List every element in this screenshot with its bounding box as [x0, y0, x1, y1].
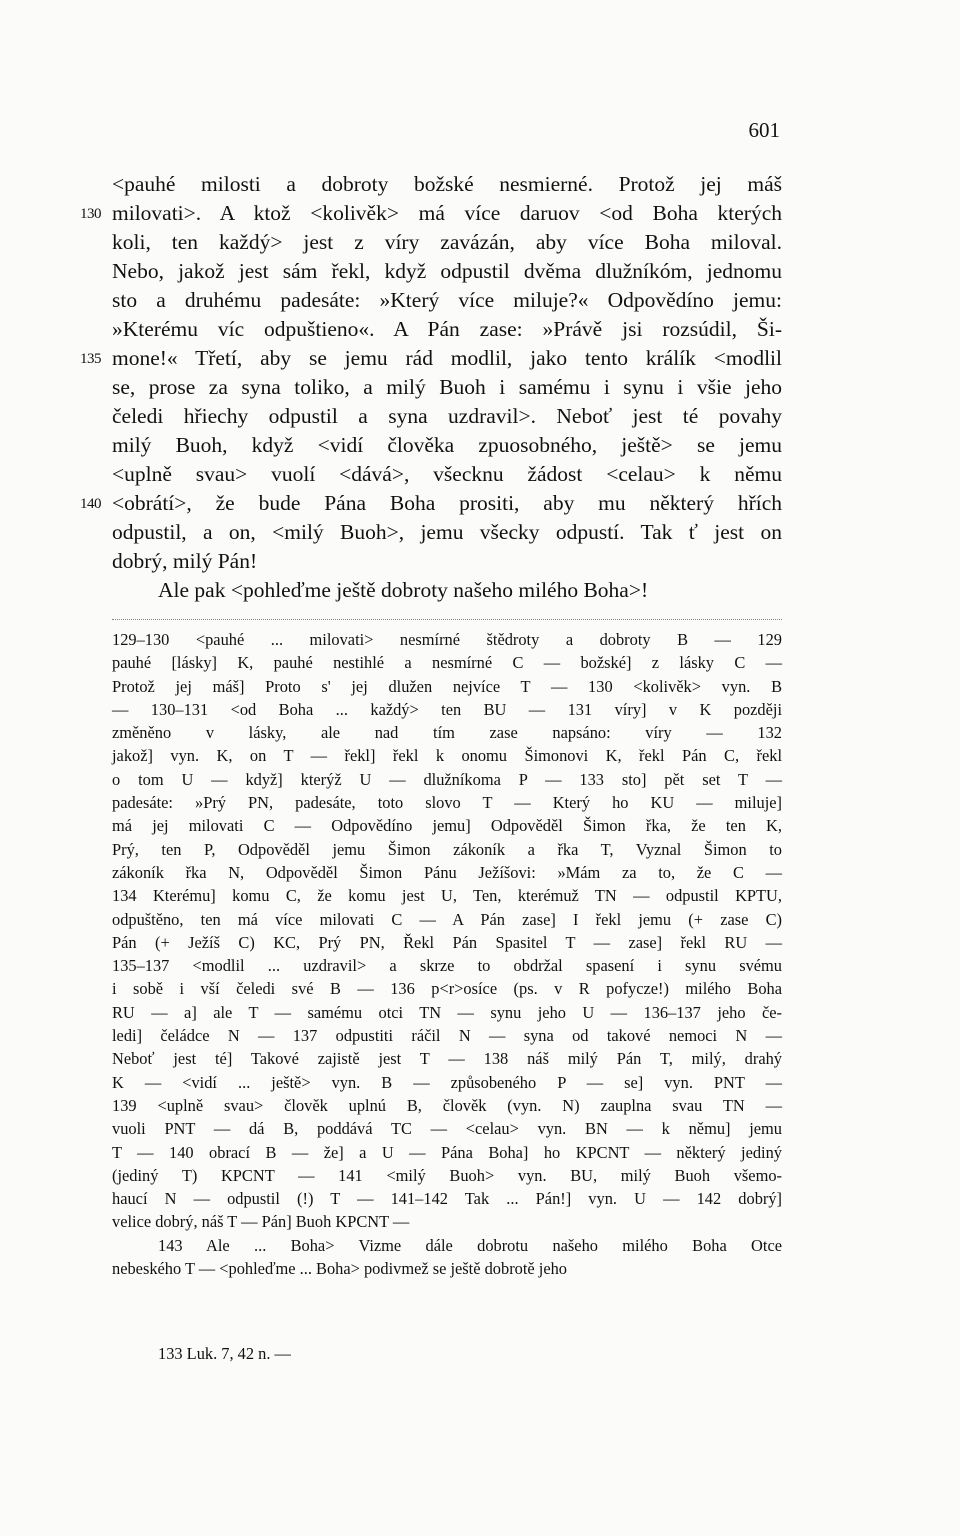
note-line: vuoli PNT — dá B, poddává TC — <celau> vyn. BN — k němu] jemu	[112, 1119, 782, 1139]
line-number: 130	[80, 206, 101, 222]
note-line: 135–137 <modlil ... uzdravil> a skrze to obdržal spasení i synu svému	[112, 956, 782, 976]
note-line: — 130–131 <od Boha ... každý> ten BU — 131 víry] v K později	[112, 699, 782, 719]
note-line: 139 <uplně svau> člověk uplnú B, člověk (vyn. N) zauplna svau TN —	[112, 1095, 782, 1115]
note-line: nebeského T — <pohleďme ... Boha> podivmež se ještě dobrotě jeho	[112, 1259, 567, 1279]
notes-divider	[112, 619, 782, 620]
note-line: 143 Ale ... Boha> Vizme dále dobrotu našeho milého Boha Otce	[158, 1235, 782, 1255]
line-text: se, prose za syna toliko, a milý Buoh i samému i synu i všie jeho	[112, 375, 782, 399]
note-line: K — <vidí ... ještě> vyn. B — způsobeného P — se] vyn. PNT —	[112, 1072, 782, 1092]
text-line	[80, 489, 782, 518]
line-text: čeledi hřiechy odpustil a syna uzdravil>. Neboť jest té povahy	[112, 404, 782, 428]
line-text: milý Buoh, když <vidí člověka zpuosobného, ještě> se jemu	[112, 433, 782, 457]
text-line	[112, 286, 782, 315]
note-line: i sobě i vší čeledi své B — 136 p<r>osíce (ps. v R pofycze!) milého Boha	[112, 979, 782, 999]
note-line: RU — a] ale T — samému otci TN — synu jeho U — 136–137 jeho če-	[112, 1002, 782, 1022]
text-line	[112, 402, 782, 431]
line-text: <uplně svau> vuolí <dává>, všecknu žádost <celau> k němu	[112, 462, 782, 486]
note-line: Pán (+ Ježíš C) KC, Prý PN, Řekl Pán Spasitel T — zase] řekl RU —	[112, 932, 782, 952]
line-text: Ale pak <pohleďme ještě dobroty našeho milého Boha>!	[158, 578, 649, 602]
line-text: <obrátí>, že bude Pána Boha prositi, aby mu některý hřích	[112, 491, 782, 515]
line-text: <pauhé milosti a dobroty božské nesmierné. Protož jej máš	[112, 172, 782, 196]
line-text: sto a druhému padesáte: »Který více miluje?« Odpovědíno jemu:	[112, 288, 782, 312]
text-line	[112, 547, 782, 576]
note-line: haucí N — odpustil (!) T — 141–142 Tak ... Pán!] vyn. U — 142 dobrý]	[112, 1189, 782, 1209]
note-line: odpuštěno, ten má více milovati C — A Pán zase] I řekl jemu (+ zase C)	[112, 909, 782, 929]
note-line: ledi] čeládce N — 137 odpustiti ráčil N — syna od takové nemoci N —	[112, 1026, 782, 1046]
note-line: 129–130 <pauhé ... milovati> nesmírné štědroty a dobroty B — 129	[112, 630, 782, 649]
note-line: o tom U — když] kterýž U — dlužníkoma P — 133 sto] pět set T —	[112, 769, 782, 789]
note-line: Protož jej máš] Proto s' jej dlužen nejvíce T — 130 <kolivěk> vyn. B	[112, 676, 782, 696]
text-line	[112, 170, 782, 199]
note-line: změněno v lásky, ale nad tím zase napsáno: víry — 132	[112, 723, 782, 743]
line-number: 135	[80, 351, 101, 367]
note-line: pauhé [lásky] K, pauhé nestihlé a nesmírné C — božské] z lásky C —	[112, 653, 782, 673]
line-text: mone!« Třetí, aby se jemu rád modlil, jako tento králík <modlil	[112, 346, 782, 370]
line-text: odpustil, a on, <milý Buoh>, jemu všecky odpustí. Tak ť jest on	[112, 520, 782, 544]
page-number: 601	[748, 118, 780, 142]
note-line: Neboť jest té] Takové zajistě jest T — 138 náš milý Pán T, milý, drahý	[112, 1049, 782, 1069]
line-number: 140	[80, 496, 101, 512]
main-text	[80, 170, 782, 605]
note-line: má jej milovati C — Odpovědíno jemu] Odpověděl Šimon řka, že ten K,	[112, 816, 782, 836]
note-line: jakož] vyn. K, on T — řekl] řekl k onomu Šimonovi K, řekl Pán C, řekl	[112, 746, 782, 766]
line-text: »Kterému víc odpuštieno«. A Pán zase: »Právě jsi rozsúdil, Ši-	[112, 317, 782, 341]
text-line	[112, 460, 782, 489]
critical-apparatus	[112, 628, 782, 1280]
text-line	[112, 576, 782, 605]
note-line: 134 Kterému] komu C, že komu jest U, Ten, kterémuž TN — odpustil KPTU,	[112, 886, 782, 906]
note-line: T — 140 obrací B — že] a U — Pána Boha] ho KPCNT — některý jediný	[112, 1142, 782, 1162]
text-line	[112, 228, 782, 257]
footnote: 133 Luk. 7, 42 n. —	[158, 1344, 291, 1363]
line-text: koli, ten každý> jest z víry zavázán, aby více Boha miloval.	[112, 230, 782, 254]
text-line	[80, 199, 782, 228]
line-text: dobrý, milý Pán!	[112, 549, 258, 573]
text-line	[112, 373, 782, 402]
text-line	[112, 518, 782, 547]
note-line: (jediný T) KPCNT — 141 <milý Buoh> vyn. BU, milý Buoh všemo-	[112, 1165, 782, 1185]
line-text: Nebo, jakož jest sám řekl, když odpustil dvěma dlužníkóm, jednomu	[112, 259, 782, 283]
line-text: milovati>. A ktož <kolivěk> má více daruov <od Boha kterých	[112, 201, 782, 225]
note-line: Prý, ten P, Odpověděl jemu Šimon zákoník a řka T, Vyznal Šimon to	[112, 839, 782, 859]
text-line	[112, 315, 782, 344]
text-line	[112, 257, 782, 286]
text-line	[112, 431, 782, 460]
note-line: padesáte: »Prý PN, padesáte, toto slovo T — Který ho KU — miluje]	[112, 793, 782, 813]
note-line: velice dobrý, náš T — Pán] Buoh KPCNT —	[112, 1212, 410, 1232]
text-line	[80, 344, 782, 373]
note-line: zákoník řka N, Odpověděl Šimon Pánu Ježíšovi: »Mám za to, že C —	[112, 862, 782, 882]
